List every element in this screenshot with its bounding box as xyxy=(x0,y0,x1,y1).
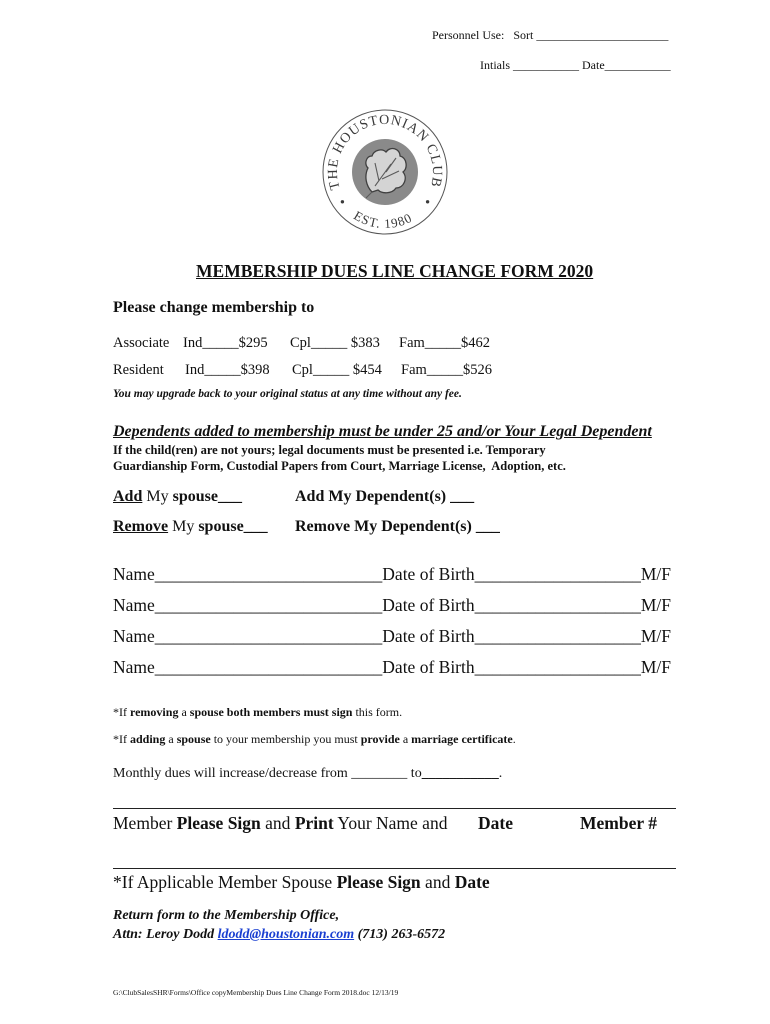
spouse-sign-label xyxy=(113,872,490,892)
member-date-label: Date xyxy=(478,813,513,833)
logo-established-text xyxy=(351,208,415,232)
dependent-name-row: Name__________________________Date of Birth___________________M/F xyxy=(113,626,672,646)
spouse-blank: spouse___ xyxy=(198,518,268,535)
member-number-label: Member # xyxy=(580,813,657,833)
add-dependents-option: Add My Dependent(s) ___ xyxy=(295,488,475,505)
note-text: *If xyxy=(113,705,130,719)
spouse-signature-line xyxy=(113,868,676,869)
sign-emphasis: Please Sign xyxy=(176,813,261,833)
note-text: a xyxy=(399,732,412,746)
family-option: Fam_____$526 xyxy=(401,362,493,378)
add-spouse-option xyxy=(113,488,242,506)
adding-spouse-note xyxy=(113,733,516,747)
change-membership-prompt: Please change membership to xyxy=(113,299,315,316)
legal-documents-note-line1: If the child(ren) are not yours; legal documents must be presented i.e. Temporary xyxy=(113,443,546,457)
note-text: a xyxy=(178,705,190,719)
member-sign-label xyxy=(113,813,447,833)
family-option: Fam_____$462 xyxy=(399,335,491,351)
legal-documents-note-line2: Guardianship Form, Custodial Papers from Court, Marriage License, Adoption, etc. xyxy=(113,459,566,473)
couple-option: Cpl_____ $454 xyxy=(292,362,382,378)
add-verb: Add xyxy=(113,488,143,505)
note-emphasis: removing xyxy=(130,705,179,719)
note-text: a xyxy=(165,732,177,746)
sign-emphasis: Print xyxy=(294,813,334,833)
note-text: *If xyxy=(113,732,130,746)
remove-spouse-option xyxy=(113,518,268,536)
individual-option: Ind_____$295 xyxy=(183,335,268,351)
houstonian-club-logo xyxy=(320,102,450,242)
logo-established-textpath: EST. 1980 xyxy=(351,207,416,232)
monthly-dues-line xyxy=(113,766,502,782)
sign-emphasis: Please Sign xyxy=(336,872,421,892)
dependent-name-row: Name__________________________Date of Birth___________________M/F xyxy=(113,564,672,584)
membership-type-label: Resident xyxy=(113,362,164,378)
form-title: MEMBERSHIP DUES LINE CHANGE FORM 2020 xyxy=(196,261,594,281)
my-word: My xyxy=(168,518,199,535)
attn-text: Attn: Leroy Dodd xyxy=(113,927,218,942)
file-path-footer: G:\ClubSalesSHR\Forms\Office copyMembership Dues Line Change Form 2018.doc 12/13/19 xyxy=(113,988,399,997)
remove-verb: Remove xyxy=(113,518,169,535)
my-word: My xyxy=(142,488,173,505)
note-emphasis: provide xyxy=(360,732,400,746)
individual-option: Ind_____$398 xyxy=(185,362,270,378)
logo-ring-textpath: THE HOUSTONIAN CLUB xyxy=(325,112,445,192)
membership-type-label: Associate xyxy=(113,335,170,351)
membership-row-resident xyxy=(0,362,770,382)
monthly-dues-text: Monthly dues will increase/decrease from ________ to xyxy=(113,766,422,781)
email-link[interactable]: ldodd@houstonian.com xyxy=(217,927,355,942)
spouse-blank: spouse___ xyxy=(172,488,242,505)
monthly-dues-end: . xyxy=(498,766,503,781)
note-emphasis: spouse xyxy=(176,732,211,746)
couple-option: Cpl_____ $383 xyxy=(290,335,380,351)
monthly-dues-blank: ___________ xyxy=(421,766,499,781)
upgrade-note: You may upgrade back to your original status at any time without any fee. xyxy=(113,388,462,400)
membership-row-associate xyxy=(0,335,770,355)
note-emphasis: spouse both members must sign xyxy=(189,705,353,719)
note-text: this form. xyxy=(352,705,403,719)
logo-dot-right xyxy=(426,200,429,203)
sign-text: and xyxy=(420,872,455,892)
personnel-use-sort-line: Personnel Use: Sort ______________________ xyxy=(432,28,669,42)
remove-dependents-option: Remove My Dependent(s) ___ xyxy=(295,518,500,535)
initials-date-line: Intials ___________ Date___________ xyxy=(480,58,671,72)
note-emphasis: adding xyxy=(130,732,166,746)
sign-emphasis: Date xyxy=(454,872,490,892)
dependents-heading: Dependents added to membership must be under 25 and/or Your Legal Dependent xyxy=(113,423,652,440)
note-emphasis: marriage certificate xyxy=(411,732,513,746)
phone-number: (713) 263-6572 xyxy=(354,927,446,942)
contact-line xyxy=(113,927,445,943)
note-text: . xyxy=(512,732,516,746)
sign-text: Your Name and xyxy=(333,813,448,833)
note-text: to your membership you must xyxy=(210,732,361,746)
sign-text: and xyxy=(260,813,295,833)
dependent-name-row: Name__________________________Date of Birth___________________M/F xyxy=(113,657,672,677)
return-instruction: Return form to the Membership Office, xyxy=(113,908,340,923)
member-signature-line xyxy=(113,808,676,809)
dependent-name-row: Name__________________________Date of Birth___________________M/F xyxy=(113,595,672,615)
sign-text: *If Applicable Member Spouse xyxy=(113,872,337,892)
removing-spouse-note xyxy=(113,706,402,720)
logo-dot-left xyxy=(341,200,344,203)
sign-text: Member xyxy=(113,813,177,833)
